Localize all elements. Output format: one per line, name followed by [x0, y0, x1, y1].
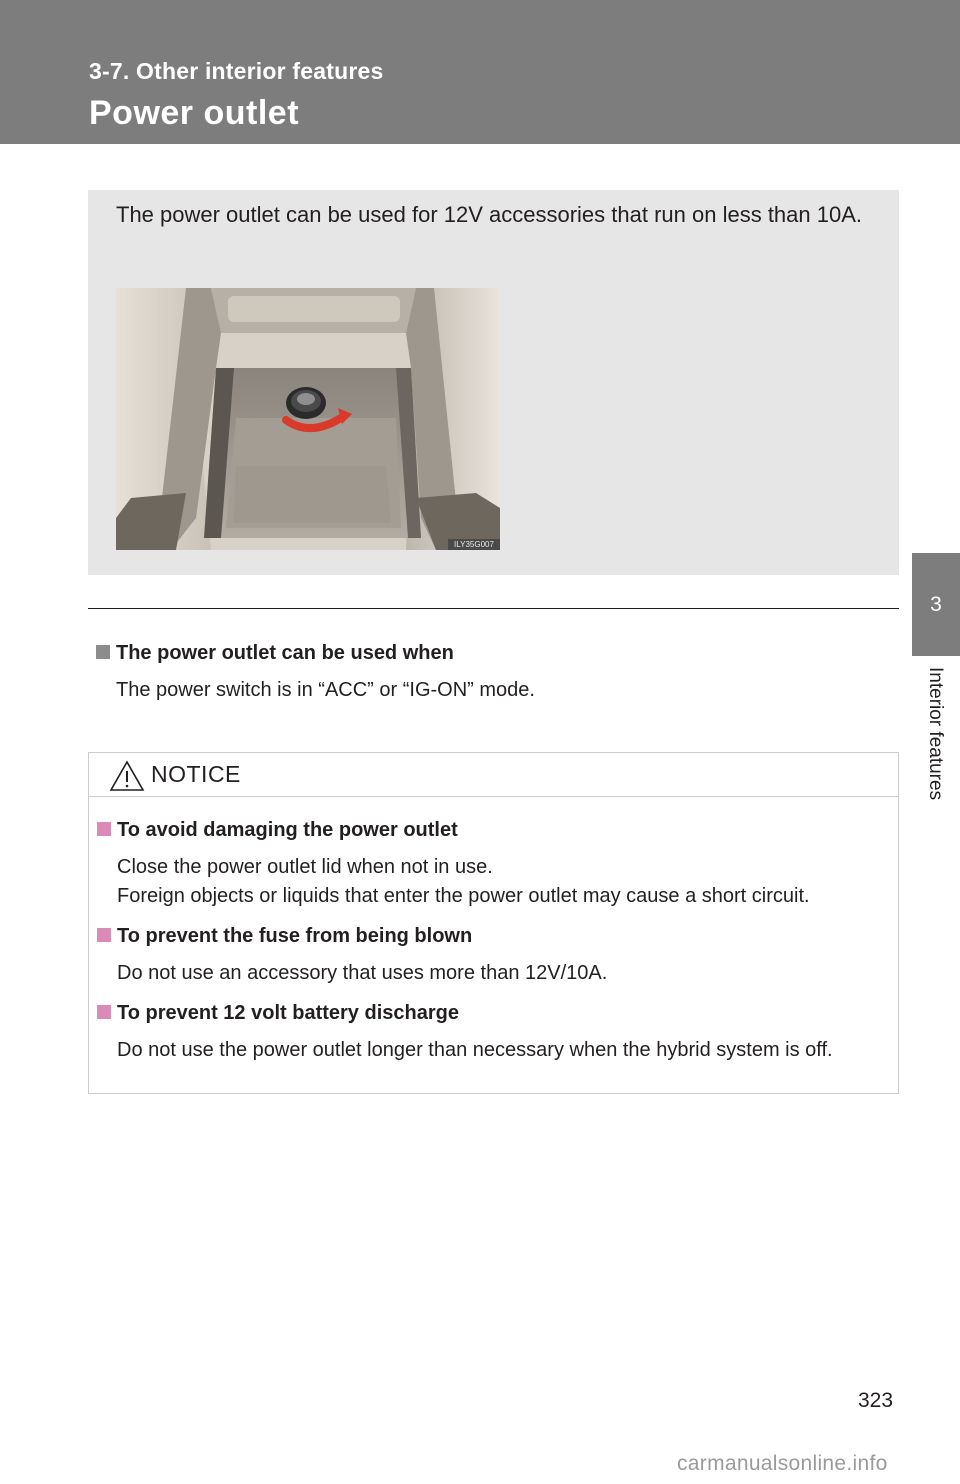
notice-item-heading-row	[97, 921, 887, 951]
notice-item-line: Do not use an accessory that uses more than 12V/10A.	[117, 962, 608, 984]
intro-box	[88, 190, 899, 575]
page-title: Power outlet	[89, 94, 300, 132]
notice-label: NOTICE	[151, 761, 241, 787]
section-label: 3-7. Other interior features	[89, 58, 384, 84]
notice-item-heading: To avoid damaging the power outlet	[117, 819, 458, 841]
notice-item-heading: To prevent the fuse from being blown	[117, 925, 473, 947]
info-heading-row	[96, 638, 896, 668]
chapter-title: Interior features	[925, 667, 946, 801]
header-band	[0, 0, 960, 144]
section-divider	[88, 608, 899, 609]
image-code: ILY35G007	[448, 539, 500, 550]
watermark-text[interactable]: carmanualsonline.info	[677, 1452, 888, 1475]
chapter-tab[interactable]: 3	[912, 553, 960, 656]
console-illustration	[116, 288, 500, 550]
notice-item-heading-row	[97, 815, 887, 845]
notice-box	[88, 752, 899, 1094]
notice-item-line: Do not use the power outlet longer than necessary when the hybrid system is off.	[117, 1039, 833, 1061]
notice-item	[97, 815, 887, 911]
pink-square-bullet-icon	[97, 1005, 111, 1019]
notice-item-line: Close the power outlet lid when not in use.	[117, 856, 493, 878]
info-body: The power switch is in “ACC” or “IG-ON” mode.	[116, 679, 535, 701]
notice-item	[97, 998, 887, 1065]
gray-square-bullet-icon	[96, 645, 110, 659]
notice-item-heading: To prevent 12 volt battery discharge	[117, 1002, 459, 1024]
info-heading: The power outlet can be used when	[116, 642, 454, 664]
pink-square-bullet-icon	[97, 928, 111, 942]
warning-triangle-icon	[109, 760, 145, 792]
notice-item	[97, 921, 887, 988]
notice-item-heading-row	[97, 998, 887, 1028]
page-number: 323	[858, 1389, 894, 1412]
power-outlet-photo	[116, 288, 500, 550]
notice-header	[89, 753, 898, 797]
notice-item-line: Foreign objects or liquids that enter the power outlet may cause a short circuit.	[117, 885, 810, 907]
info-section	[96, 638, 896, 705]
notice-items	[97, 815, 887, 1075]
pink-square-bullet-icon	[97, 822, 111, 836]
intro-text: The power outlet can be used for 12V accessories that run on less than 10A.	[116, 202, 863, 227]
